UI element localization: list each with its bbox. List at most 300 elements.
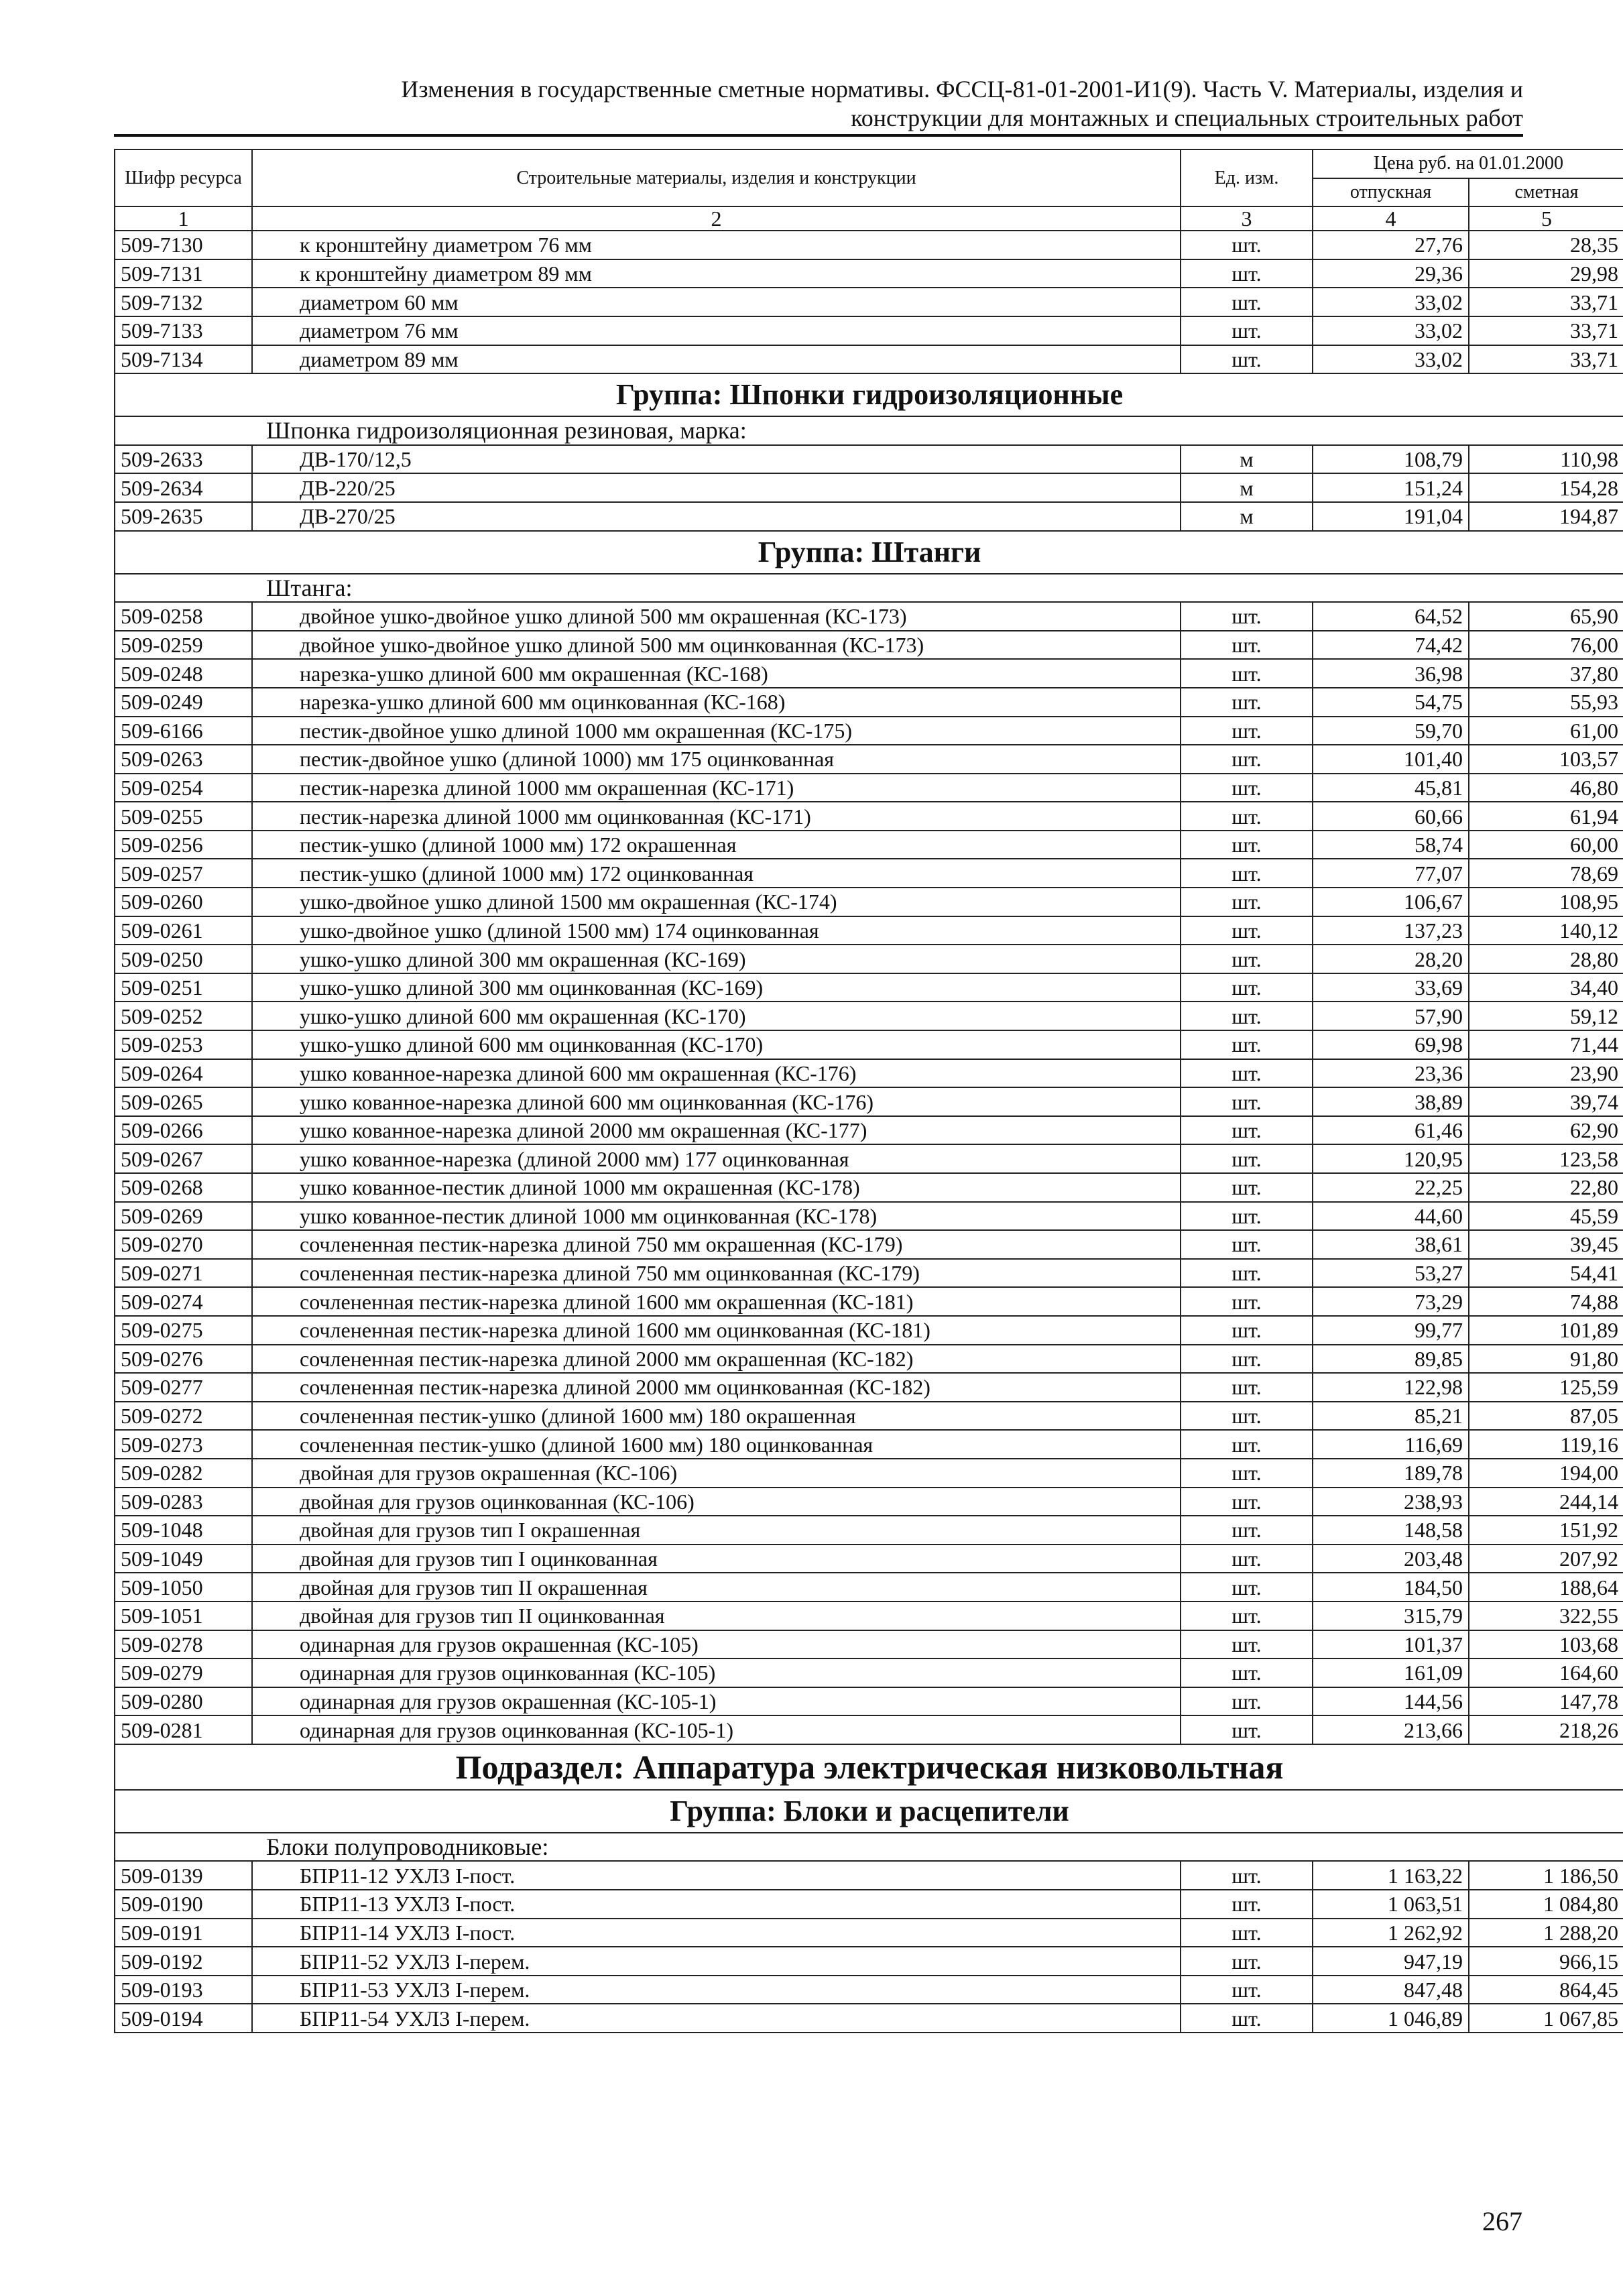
release-price: 847,48 <box>1313 1976 1469 2004</box>
resource-code: 509-0258 <box>115 602 252 631</box>
release-price: 64,52 <box>1313 602 1469 631</box>
resource-name: двойная для грузов тип I оцинкованная <box>252 1545 1181 1573</box>
resource-code: 509-7131 <box>115 259 252 288</box>
table-row <box>115 445 1623 474</box>
resource-name: ушко кованное-нарезка длиной 600 мм окрашенная (КС-176) <box>252 1059 1181 1088</box>
table-row <box>115 231 1623 259</box>
resource-code: 509-0256 <box>115 831 252 859</box>
release-price: 148,58 <box>1313 1516 1469 1545</box>
resource-code: 509-7134 <box>115 345 252 374</box>
resource-code: 509-0265 <box>115 1087 252 1116</box>
unit-of-measure: шт. <box>1181 316 1313 345</box>
page-header <box>114 75 1523 137</box>
table-row <box>115 888 1623 916</box>
resource-name: одинарная для грузов оцинкованная (КС-105) <box>252 1658 1181 1687</box>
resource-name: нарезка-ушко длиной 600 мм оцинкованная (КС-168) <box>252 688 1181 717</box>
unit-of-measure: шт. <box>1181 659 1313 688</box>
intro-row <box>115 574 1623 603</box>
resource-name: сочлененная пестик-нарезка длиной 2000 мм оцинкованная (КС-182) <box>252 1373 1181 1402</box>
table-row <box>115 1919 1623 1947</box>
resource-code: 509-2634 <box>115 473 252 502</box>
estimate-price: 1 084,80 <box>1469 1890 1623 1919</box>
resource-name: двойная для грузов тип II окрашенная <box>252 1573 1181 1602</box>
estimate-price: 59,12 <box>1469 1002 1623 1030</box>
unit-of-measure: м <box>1181 445 1313 474</box>
estimate-price: 45,59 <box>1469 1202 1623 1231</box>
resource-name: ДВ-220/25 <box>252 473 1181 502</box>
table-row <box>115 288 1623 316</box>
resource-code: 509-0269 <box>115 1202 252 1231</box>
release-price: 99,77 <box>1313 1316 1469 1345</box>
estimate-price: 218,26 <box>1469 1715 1623 1744</box>
release-price: 77,07 <box>1313 859 1469 888</box>
release-price: 1 262,92 <box>1313 1919 1469 1947</box>
estimate-price: 322,55 <box>1469 1602 1623 1630</box>
resource-name: диаметром 89 мм <box>252 345 1181 374</box>
resource-code: 509-0259 <box>115 631 252 660</box>
estimate-price: 194,87 <box>1469 502 1623 531</box>
unit-of-measure: шт. <box>1181 1116 1313 1145</box>
resource-code: 509-0254 <box>115 774 252 802</box>
unit-of-measure: шт. <box>1181 1459 1313 1488</box>
estimate-price: 147,78 <box>1469 1687 1623 1716</box>
table-row <box>115 717 1623 745</box>
resource-name: к кронштейну диаметром 76 мм <box>252 231 1181 259</box>
group-heading: Группа: Блоки и расцепители <box>115 1790 1623 1833</box>
release-price: 27,76 <box>1313 231 1469 259</box>
resource-name: двойная для грузов тип II оцинкованная <box>252 1602 1181 1630</box>
unit-of-measure: шт. <box>1181 888 1313 916</box>
estimate-price: 1 288,20 <box>1469 1919 1623 1947</box>
resource-code: 509-0280 <box>115 1687 252 1716</box>
table-row <box>115 1116 1623 1145</box>
resource-code: 509-0273 <box>115 1430 252 1459</box>
table-row <box>115 1715 1623 1744</box>
resource-name: БПР11-52 УХЛ3 I-перем. <box>252 1947 1181 1976</box>
resource-code: 509-0193 <box>115 1976 252 2004</box>
release-price: 238,93 <box>1313 1488 1469 1516</box>
resource-name: ушко кованное-нарезка (длиной 2000 мм) 177 оцинкованная <box>252 1144 1181 1173</box>
table-row <box>115 1890 1623 1919</box>
unit-of-measure: шт. <box>1181 1402 1313 1431</box>
resource-code: 509-0260 <box>115 888 252 916</box>
table-row <box>115 1687 1623 1716</box>
unit-of-measure: шт. <box>1181 1919 1313 1947</box>
table-row <box>115 1287 1623 1316</box>
resource-code: 509-0275 <box>115 1316 252 1345</box>
release-price: 213,66 <box>1313 1715 1469 1744</box>
resource-code: 509-0190 <box>115 1890 252 1919</box>
table-row <box>115 1602 1623 1630</box>
estimate-price: 91,80 <box>1469 1345 1623 1374</box>
resource-code: 509-0283 <box>115 1488 252 1516</box>
unit-of-measure: шт. <box>1181 1373 1313 1402</box>
unit-of-measure: шт. <box>1181 1002 1313 1030</box>
resource-code: 509-7130 <box>115 231 252 259</box>
table-row <box>115 345 1623 374</box>
unit-of-measure: шт. <box>1181 1059 1313 1088</box>
unit-of-measure: шт. <box>1181 1658 1313 1687</box>
unit-of-measure: шт. <box>1181 288 1313 316</box>
table-row <box>115 916 1623 945</box>
estimate-price: 207,92 <box>1469 1545 1623 1573</box>
resource-code: 509-0276 <box>115 1345 252 1374</box>
resource-code: 509-7132 <box>115 288 252 316</box>
col-number: 5 <box>1469 206 1623 231</box>
estimate-price: 103,57 <box>1469 745 1623 774</box>
unit-of-measure: шт. <box>1181 1202 1313 1231</box>
table-row <box>115 1373 1623 1402</box>
resource-name: нарезка-ушко длиной 600 мм окрашенная (КС-168) <box>252 659 1181 688</box>
release-price: 189,78 <box>1313 1459 1469 1488</box>
unit-of-measure: шт. <box>1181 231 1313 259</box>
unit-of-measure: шт. <box>1181 1259 1313 1288</box>
resource-code: 509-0139 <box>115 1861 252 1890</box>
unit-of-measure: шт. <box>1181 1890 1313 1919</box>
estimate-price: 29,98 <box>1469 259 1623 288</box>
resource-name: ушко кованное-нарезка длиной 2000 мм окрашенная (КС-177) <box>252 1116 1181 1145</box>
unit-of-measure: шт. <box>1181 1947 1313 1976</box>
estimate-price: 194,00 <box>1469 1459 1623 1488</box>
table-row <box>115 1087 1623 1116</box>
release-price: 161,09 <box>1313 1658 1469 1687</box>
estimate-price: 154,28 <box>1469 473 1623 502</box>
resource-name: ушко кованное-пестик длиной 1000 мм оцинкованная (КС-178) <box>252 1202 1181 1231</box>
unit-of-measure: шт. <box>1181 1430 1313 1459</box>
resource-code: 509-0272 <box>115 1402 252 1431</box>
resource-code: 509-0192 <box>115 1947 252 1976</box>
release-price: 28,20 <box>1313 945 1469 973</box>
group-row <box>115 1790 1623 1833</box>
table-row <box>115 1976 1623 2004</box>
resource-code: 509-0282 <box>115 1459 252 1488</box>
unit-of-measure: шт. <box>1181 1030 1313 1059</box>
header-unit: Ед. изм. <box>1181 149 1313 206</box>
release-price: 33,02 <box>1313 345 1469 374</box>
unit-of-measure: шт. <box>1181 717 1313 745</box>
unit-of-measure: шт. <box>1181 1630 1313 1659</box>
table-row <box>115 1861 1623 1890</box>
header-line-2: конструкции для монтажных и специальных строительных работ <box>851 105 1523 131</box>
group-heading: Группа: Штанги <box>115 531 1623 574</box>
release-price: 69,98 <box>1313 1030 1469 1059</box>
estimate-price: 37,80 <box>1469 659 1623 688</box>
release-price: 1 163,22 <box>1313 1861 1469 1890</box>
resource-name: БПР11-53 УХЛ3 I-перем. <box>252 1976 1181 2004</box>
resource-code: 509-1050 <box>115 1573 252 1602</box>
table-row <box>115 1059 1623 1088</box>
subsection-row <box>115 1744 1623 1790</box>
resource-name: одинарная для грузов окрашенная (КС-105) <box>252 1630 1181 1659</box>
table-row <box>115 473 1623 502</box>
resource-name: сочлененная пестик-ушко (длиной 1600 мм) 180 оцинкованная <box>252 1430 1181 1459</box>
release-price: 33,02 <box>1313 316 1469 345</box>
table-row <box>115 1573 1623 1602</box>
header-line-1: Изменения в государственные сметные нормативы. ФССЦ-81-01-2001-И1(9). Часть V. Материалы, изделия и <box>401 76 1523 103</box>
resource-code: 509-0266 <box>115 1116 252 1145</box>
release-price: 184,50 <box>1313 1573 1469 1602</box>
unit-of-measure: шт. <box>1181 688 1313 717</box>
unit-of-measure: шт. <box>1181 1861 1313 1890</box>
resource-code: 509-0267 <box>115 1144 252 1173</box>
table-row <box>115 1002 1623 1030</box>
unit-of-measure: м <box>1181 502 1313 531</box>
estimate-price: 46,80 <box>1469 774 1623 802</box>
resource-name: ушко-ушко длиной 300 мм оцинкованная (КС-169) <box>252 973 1181 1002</box>
release-price: 1 046,89 <box>1313 2004 1469 2033</box>
resource-name: пестик-нарезка длиной 1000 мм окрашенная (КС-171) <box>252 774 1181 802</box>
unit-of-measure: шт. <box>1181 631 1313 660</box>
resource-code: 509-0268 <box>115 1173 252 1202</box>
estimate-price: 61,94 <box>1469 802 1623 831</box>
group-intro: Блоки полупроводниковые: <box>115 1833 1623 1862</box>
estimate-price: 1 186,50 <box>1469 1861 1623 1890</box>
col-number: 2 <box>252 206 1181 231</box>
resource-name: ушко-двойное ушко длиной 1500 мм окрашенная (КС-174) <box>252 888 1181 916</box>
estimate-price: 188,64 <box>1469 1573 1623 1602</box>
table-row <box>115 802 1623 831</box>
resource-name: БПР11-14 УХЛ3 I-пост. <box>252 1919 1181 1947</box>
table-row <box>115 1545 1623 1573</box>
table-row <box>115 1488 1623 1516</box>
release-price: 45,81 <box>1313 774 1469 802</box>
estimate-price: 61,00 <box>1469 717 1623 745</box>
estimate-price: 966,15 <box>1469 1947 1623 1976</box>
release-price: 122,98 <box>1313 1373 1469 1402</box>
table-row <box>115 945 1623 973</box>
resource-code: 509-0279 <box>115 1658 252 1687</box>
table-row <box>115 259 1623 288</box>
resource-name: двойная для грузов тип I окрашенная <box>252 1516 1181 1545</box>
unit-of-measure: шт. <box>1181 259 1313 288</box>
table-row <box>115 1430 1623 1459</box>
estimate-price: 55,93 <box>1469 688 1623 717</box>
estimate-price: 33,71 <box>1469 345 1623 374</box>
estimate-price: 151,92 <box>1469 1516 1623 1545</box>
unit-of-measure: шт. <box>1181 2004 1313 2033</box>
price-table <box>114 149 1623 2033</box>
resource-code: 509-0255 <box>115 802 252 831</box>
unit-of-measure: шт. <box>1181 602 1313 631</box>
table-row <box>115 1259 1623 1288</box>
estimate-price: 33,71 <box>1469 288 1623 316</box>
page-number: 267 <box>1482 2206 1522 2236</box>
estimate-price: 103,68 <box>1469 1630 1623 1659</box>
resource-code: 509-7133 <box>115 316 252 345</box>
table-row <box>115 1947 1623 1976</box>
release-price: 54,75 <box>1313 688 1469 717</box>
release-price: 191,04 <box>1313 502 1469 531</box>
unit-of-measure: шт. <box>1181 1687 1313 1716</box>
subsection-heading: Подраздел: Аппаратура электрическая низковольтная <box>115 1744 1623 1790</box>
release-price: 947,19 <box>1313 1947 1469 1976</box>
estimate-price: 864,45 <box>1469 1976 1623 2004</box>
resource-code: 509-2635 <box>115 502 252 531</box>
resource-name: сочлененная пестик-нарезка длиной 1600 мм оцинкованная (КС-181) <box>252 1316 1181 1345</box>
resource-code: 509-0261 <box>115 916 252 945</box>
table-row <box>115 688 1623 717</box>
unit-of-measure: шт. <box>1181 1144 1313 1173</box>
estimate-price: 76,00 <box>1469 631 1623 660</box>
resource-code: 509-0271 <box>115 1259 252 1288</box>
unit-of-measure: шт. <box>1181 1715 1313 1744</box>
estimate-price: 164,60 <box>1469 1658 1623 1687</box>
unit-of-measure: шт. <box>1181 745 1313 774</box>
resource-name: ушко-ушко длиной 600 мм окрашенная (КС-170) <box>252 1002 1181 1030</box>
estimate-price: 33,71 <box>1469 316 1623 345</box>
table-row <box>115 774 1623 802</box>
resource-name: сочлененная пестик-нарезка длиной 750 мм оцинкованная (КС-179) <box>252 1259 1181 1288</box>
estimate-price: 28,80 <box>1469 945 1623 973</box>
estimate-price: 78,69 <box>1469 859 1623 888</box>
release-price: 1 063,51 <box>1313 1890 1469 1919</box>
estimate-price: 28,35 <box>1469 231 1623 259</box>
group-row <box>115 531 1623 574</box>
table-row <box>115 1630 1623 1659</box>
unit-of-measure: шт. <box>1181 945 1313 973</box>
release-price: 101,40 <box>1313 745 1469 774</box>
table-row <box>115 1230 1623 1259</box>
estimate-price: 140,12 <box>1469 916 1623 945</box>
resource-name: двойная для грузов оцинкованная (КС-106) <box>252 1488 1181 1516</box>
release-price: 85,21 <box>1313 1402 1469 1431</box>
release-price: 33,02 <box>1313 288 1469 316</box>
release-price: 74,42 <box>1313 631 1469 660</box>
unit-of-measure: шт. <box>1181 1573 1313 1602</box>
unit-of-measure: м <box>1181 473 1313 502</box>
resource-name: пестик-двойное ушко (длиной 1000) мм 175 оцинкованная <box>252 745 1181 774</box>
resource-code: 509-0250 <box>115 945 252 973</box>
resource-code: 509-0274 <box>115 1287 252 1316</box>
estimate-price: 244,14 <box>1469 1488 1623 1516</box>
unit-of-measure: шт. <box>1181 859 1313 888</box>
estimate-price: 39,45 <box>1469 1230 1623 1259</box>
release-price: 108,79 <box>1313 445 1469 474</box>
estimate-price: 101,89 <box>1469 1316 1623 1345</box>
resource-name: ушко-ушко длиной 600 мм оцинкованная (КС-170) <box>252 1030 1181 1059</box>
estimate-price: 119,16 <box>1469 1430 1623 1459</box>
header-estimate-price: сметная <box>1469 178 1623 207</box>
resource-name: БПР11-54 УХЛ3 I-перем. <box>252 2004 1181 2033</box>
table-row <box>115 1658 1623 1687</box>
group-heading: Группа: Шпонки гидроизоляционные <box>115 373 1623 416</box>
release-price: 60,66 <box>1313 802 1469 831</box>
unit-of-measure: шт. <box>1181 345 1313 374</box>
resource-code: 509-0194 <box>115 2004 252 2033</box>
resource-code: 509-0278 <box>115 1630 252 1659</box>
resource-code: 509-2633 <box>115 445 252 474</box>
table-row <box>115 859 1623 888</box>
table-row <box>115 631 1623 660</box>
estimate-price: 125,59 <box>1469 1373 1623 1402</box>
estimate-price: 74,88 <box>1469 1287 1623 1316</box>
estimate-price: 87,05 <box>1469 1402 1623 1431</box>
table-row <box>115 973 1623 1002</box>
resource-name: двойное ушко-двойное ушко длиной 500 мм окрашенная (КС-173) <box>252 602 1181 631</box>
resource-code: 509-0263 <box>115 745 252 774</box>
release-price: 59,70 <box>1313 717 1469 745</box>
group-intro: Шпонка гидроизоляционная резиновая, марка: <box>115 416 1623 445</box>
estimate-price: 71,44 <box>1469 1030 1623 1059</box>
resource-name: сочлененная пестик-нарезка длиной 2000 мм окрашенная (КС-182) <box>252 1345 1181 1374</box>
release-price: 57,90 <box>1313 1002 1469 1030</box>
table-row <box>115 1402 1623 1431</box>
release-price: 89,85 <box>1313 1345 1469 1374</box>
resource-name: ушко-ушко длиной 300 мм окрашенная (КС-169) <box>252 945 1181 973</box>
unit-of-measure: шт. <box>1181 802 1313 831</box>
resource-code: 509-0281 <box>115 1715 252 1744</box>
resource-name: к кронштейну диаметром 89 мм <box>252 259 1181 288</box>
resource-name: БПР11-12 УХЛ3 I-пост. <box>252 1861 1181 1890</box>
release-price: 106,67 <box>1313 888 1469 916</box>
estimate-price: 123,58 <box>1469 1144 1623 1173</box>
unit-of-measure: шт. <box>1181 774 1313 802</box>
resource-code: 509-0277 <box>115 1373 252 1402</box>
unit-of-measure: шт. <box>1181 1516 1313 1545</box>
resource-name: ушко кованное-нарезка длиной 600 мм оцинкованная (КС-176) <box>252 1087 1181 1116</box>
col-number: 3 <box>1181 206 1313 231</box>
resource-code: 509-0248 <box>115 659 252 688</box>
release-price: 73,29 <box>1313 1287 1469 1316</box>
release-price: 23,36 <box>1313 1059 1469 1088</box>
resource-name: ушко кованное-пестик длиной 1000 мм окрашенная (КС-178) <box>252 1173 1181 1202</box>
group-intro: Штанга: <box>115 574 1623 603</box>
resource-code: 509-1051 <box>115 1602 252 1630</box>
intro-row <box>115 416 1623 445</box>
estimate-price: 34,40 <box>1469 973 1623 1002</box>
release-price: 120,95 <box>1313 1144 1469 1173</box>
resource-name: ушко-двойное ушко (длиной 1500 мм) 174 оцинкованная <box>252 916 1181 945</box>
resource-name: пестик-ушко (длиной 1000 мм) 172 оцинкованная <box>252 859 1181 888</box>
resource-name: сочлененная пестик-ушко (длиной 1600 мм) 180 окрашенная <box>252 1402 1181 1431</box>
estimate-price: 1 067,85 <box>1469 2004 1623 2033</box>
release-price: 58,74 <box>1313 831 1469 859</box>
estimate-price: 60,00 <box>1469 831 1623 859</box>
table-row <box>115 316 1623 345</box>
estimate-price: 65,90 <box>1469 602 1623 631</box>
table-row <box>115 502 1623 531</box>
header-code: Шифр ресурса <box>115 149 252 206</box>
resource-name: ДВ-270/25 <box>252 502 1181 531</box>
table-row <box>115 1345 1623 1374</box>
unit-of-measure: шт. <box>1181 1230 1313 1259</box>
release-price: 137,23 <box>1313 916 1469 945</box>
unit-of-measure: шт. <box>1181 973 1313 1002</box>
table-row <box>115 1202 1623 1231</box>
resource-name: сочлененная пестик-нарезка длиной 1600 мм окрашенная (КС-181) <box>252 1287 1181 1316</box>
unit-of-measure: шт. <box>1181 1602 1313 1630</box>
resource-code: 509-6166 <box>115 717 252 745</box>
col-number: 4 <box>1313 206 1469 231</box>
resource-code: 509-0257 <box>115 859 252 888</box>
estimate-price: 110,98 <box>1469 445 1623 474</box>
resource-code: 509-0270 <box>115 1230 252 1259</box>
unit-of-measure: шт. <box>1181 1316 1313 1345</box>
release-price: 36,98 <box>1313 659 1469 688</box>
header-release-price: отпускная <box>1313 178 1469 207</box>
table-row <box>115 2004 1623 2033</box>
resource-code: 509-1049 <box>115 1545 252 1573</box>
release-price: 53,27 <box>1313 1259 1469 1288</box>
estimate-price: 39,74 <box>1469 1087 1623 1116</box>
release-price: 38,61 <box>1313 1230 1469 1259</box>
unit-of-measure: шт. <box>1181 916 1313 945</box>
release-price: 33,69 <box>1313 973 1469 1002</box>
resource-name: двойное ушко-двойное ушко длиной 500 мм оцинкованная (КС-173) <box>252 631 1181 660</box>
resource-code: 509-0249 <box>115 688 252 717</box>
release-price: 116,69 <box>1313 1430 1469 1459</box>
estimate-price: 108,95 <box>1469 888 1623 916</box>
